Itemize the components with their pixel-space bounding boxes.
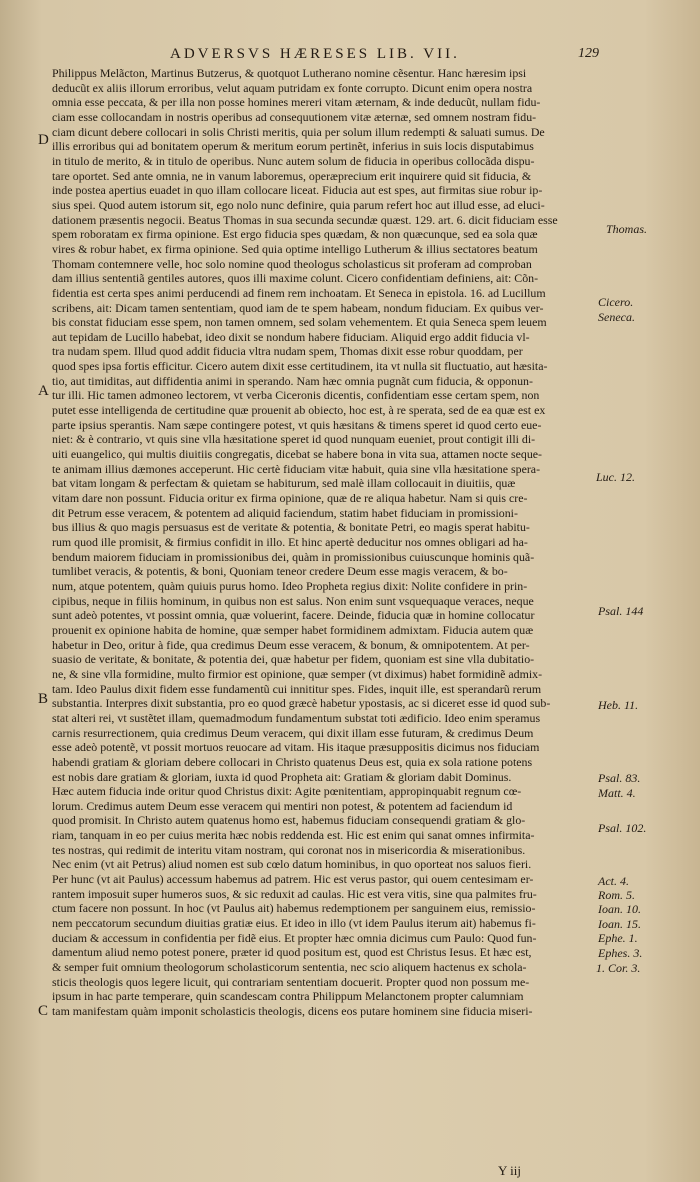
margin-ref: 1. Cor. 3.	[596, 961, 641, 975]
text-line: deducũt ex aliis illorum erroribus, velut aquam putridam ex fonte corrupto. Dicunt enim opera nostra	[52, 80, 533, 95]
text-line: bis constat fiduciam esse spem, non tamen omnem, sed solam vehementem. Et quia Seneca spem leuem	[52, 315, 547, 330]
text-line: habendi gratiam & gloriam debere collocari in Christo quatenus Deus est, quia ex sola ratione potens	[52, 754, 533, 769]
text-line: scribens, ait: Dicam tamen sententiam, quod iam de te spem habeam, nondum fiduciam. Ex quibus ver-	[52, 300, 544, 315]
margin-letter-a: A	[38, 383, 49, 399]
margin-ref: Rom. 5.	[598, 888, 635, 902]
margin-ref: Matt. 4.	[598, 786, 636, 800]
text-line: parte ipsius sperantis. Nam sæpe contingere potest, vt quis hæsitans & timens speret id quod certo eue-	[52, 417, 542, 432]
text-line: prouenit ex opinione habita de homine, quæ semper habet formidinem admixtam. Fiducia autem quæ	[52, 622, 534, 637]
margin-ref: Seneca.	[598, 310, 635, 324]
text-line: fidentia est certa spes animi perducendi ad finem rem inchoatam. Et Seneca in epistola. 16. ad Lucillum	[52, 285, 546, 300]
text-line: bus illius & quo magis persuasus est de veritate & potentia, & bonitate Petri, eo magis sperat habitu-	[52, 520, 530, 535]
margin-ref: Psal. 144	[598, 604, 644, 618]
text-line: tam manifestam quàm imponit scholasticis theologis, dicens eos putare hominem sine fiducia miseri-	[52, 1004, 533, 1018]
text-line: vitam dare non possunt. Fiducia oritur ex firma opinione, quæ de re aliqua habetur. Nam si quis cre-	[52, 491, 528, 506]
margin-ref: Ioan. 15.	[598, 917, 641, 931]
text-line: suasio de veritate, & bonitate, & potentia dei, quæ habetur per fidem, quoniam est sine vlla dubitatio-	[52, 652, 535, 667]
margin-ref: Luc. 12.	[596, 470, 635, 484]
text-line: esse adeò potentẽ, vt possit mortuos reuocare ad vitam. His itaque præsuppositis dicimus nos fiduciam	[52, 740, 540, 755]
margin-ref: Ephe. 1.	[598, 931, 638, 945]
margin-letter-c: C	[38, 1003, 49, 1019]
text-line: tes nostras, qui redimit de interitu vitam nostram, qui coronat nos in misericordia & miserationibus.	[52, 842, 526, 857]
text-line: Nec enim (vt ait Petrus) aliud nomen est sub cœlo datum hominibus, in quo oporteat nos saluos fieri.	[52, 857, 532, 872]
text-line: vires & robur habet, ex firma opinione. Sed quia optime intelligo Lutherum & illius sectatores beatum	[52, 241, 538, 256]
signature-mark: Y iij	[498, 1163, 521, 1178]
text-line: sticis theologis quos legere licuit, qui contrariam sententiam docuerit. Propter quod non possum me-	[52, 974, 530, 989]
text-line: Per hunc (vt ait Paulus) accessum habemus ad patrem. Hic est verus pastor, qui ouem centesimam er-	[52, 872, 534, 887]
text-line: in titulo de merito, & in titulo de operibus. Nunc autem solum de fiducia in operibus collocãda dispu-	[52, 153, 535, 168]
margin-ref: Cicero.	[598, 295, 634, 309]
page-number: 129	[578, 46, 599, 61]
text-line: dationem præsentis negocii. Beatus Thomas in sua secunda secundæ quæst. 129. art. 6. dicit fiduciam esse	[52, 212, 558, 227]
text-line: nem peccatorum secundum diuitias gratiæ eius. Et ideo in illo (vt idem Paulus iterum ait) habemus fi-	[52, 916, 536, 931]
text-line: duciam & accessum in confidentia per fidẽ eius. Et propter hæc omnia dicimus cum Paulo: Quod fun-	[52, 930, 537, 945]
text-line: omnia esse peccata, & per illa non posse homines mereri vitam æternam, & inde deducũt, nullam fidu-	[52, 95, 541, 110]
text-line: quod spes ipsa fortis efficitur. Cicero autem dixit esse certitudinem, ita vt nulla sit fluctuatio, aut hæsita-	[52, 359, 548, 374]
running-title: ADVERSVS HÆRESES LIB. VII.	[170, 46, 460, 62]
text-line: cipibus, neque in filiis hominum, in quibus non est salus. Non enim sunt vsquequaque veraces, neque	[52, 593, 534, 608]
text-line: quod promisit. In Christo autem quatenus homo est, habemus fiduciam consequendi gratiam & glo-	[52, 813, 526, 828]
text-line: Hæc autem fiducia inde oritur quod Christus dixit: Agite pœnitentiam, appropinquabit regnum cœ-	[52, 784, 522, 799]
text-line: tare oportet. Sed ante omnia, ne in vanum laboremus, operæprecium erit inquirere quid sit fiducia, &	[52, 168, 532, 183]
text-line: ne, & sine vlla formidine, multo firmior est opinione, quæ semper (vt diximus) habet formidinẽ admix-	[52, 666, 543, 681]
text-line: damentum aliud nemo potest ponere, præter id quod positum est, quod est Christus Iesus. Et hæc est,	[52, 945, 532, 960]
text-line: ciam esse collocandam in nostris operibus ad consequutionem vitæ æternæ, sed omnem nostram fidu-	[52, 109, 537, 124]
text-line: bendum maiorem fiduciam in promissionibus dei, quàm in promissionibus cuiuscunque hominis quã-	[52, 549, 535, 564]
text-line: Philippus Melãcton, Martinus Butzerus, & quotquot Lutherano nomine cẽsentur. Hanc hæresim ipsi	[52, 66, 527, 80]
margin-ref: Psal. 102.	[598, 821, 647, 835]
text-line: riam, tanquam in eo per cuius merita hæc nobis reddenda est. Hic est enim qui sanat omnes infirmita-	[52, 828, 535, 843]
text-line: & semper fuit omnium theologorum scholasticorum sententia, nec scio aliquem hactenus ex schola-	[52, 960, 527, 975]
text-line: tam. Ideo Paulus dixit fidem esse fundamentũ cui innititur spes. Fides, inquit ille, est sperandarũ rerum	[52, 681, 542, 696]
text-line: tio, aut timiditas, aut diffidentia animi in sperando. Nam hæc omnia pugnãt cum fiducia, & opponun-	[52, 373, 533, 388]
text-line: lorum. Credimus autem Deum esse veracem qui mentiri non potest, & potentem ad faciendum id	[52, 798, 513, 813]
text-line: num, atque potentem, quàm quiuis purus homo. Ideo Propheta regius dixit: Nolite confidere in prin-	[52, 578, 528, 593]
text-line: carnis resurrectionem, quia credimus Deum veracem, qui dixit illam esse futuram, & credimus Deum	[52, 725, 534, 740]
margin-ref: Ioan. 10.	[598, 902, 641, 916]
text-line: tur illi. Hic tamen admoneo lectorem, vt verba Ciceronis dicentis, confidentiam esse certam spem, non	[52, 388, 540, 403]
margin-ref: Psal. 83.	[598, 771, 641, 785]
text-line: ctum facere non possunt. In hoc (vt Paulus ait) habemus redemptionem per sanguinem eius, remissio-	[52, 901, 536, 916]
text-line: aut tepidam de Lucillo habebat, ideo dixit se nondum habere fiduciam. Aliquid ergo addit fiducia vl-	[52, 329, 530, 344]
text-line: dit Petrum esse veracem, & potentem ad aliquid faciendum, statim habet fiduciam in promissioni-	[52, 505, 518, 520]
text-line: tra nudam spem. Illud quod addit fiducia vltra nudam spem, Thomas dixit esse robur quoddam, per	[52, 344, 523, 359]
text-line: ciam dicunt debere collocari in solis Christi meritis, quia per solum illum redempti & saluati sumus. De	[52, 124, 545, 139]
text-line: ipsum in hac parte temperare, quin scandescam contra Philippum Melanctonem propter calumniam	[52, 989, 524, 1004]
text-line: habetur in Deo, oritur à fide, qua credimus Deum esse veracem, & bonum, & omnipotentem. At per-	[52, 637, 530, 652]
margin-letter-b: B	[38, 691, 49, 707]
text-line: tumlibet veracis, & potentis, & boni, Quoniam teneor credere Deum esse magis veracem, & bo-	[52, 564, 508, 579]
text-line: stat alteri rei, vt sustẽtet illam, quemadmodum fundamentum substat toti ædificio. Ideo enim speramus	[52, 710, 541, 725]
text-line: putet esse intelligenda de certitudine quæ prouenit ab obiecto, hoc est, à re sperata, sed de ea quæ est ex	[52, 403, 546, 418]
text-line: niet: & è contrario, vt quis sine vlla hæsitatione speret id quod nunquam eueniet, prout contigit illi di-	[52, 432, 536, 447]
text-line: te animam illius dæmones acceperunt. Hic certè fiduciam vitæ habuit, quia sine vlla hæsitatione spera-	[52, 461, 541, 476]
margin-ref: Heb. 11.	[598, 698, 639, 712]
text-line: sunt adeò potentes, vt possint omnia, quæ voluerint, facere. Deinde, fiducia quæ in homine collocatur	[52, 608, 535, 623]
text-line: rantem imposuit super humeros suos, & sic reduxit ad caulas. Hic est vera vitis, sine qua palmites fru-	[52, 886, 537, 901]
margin-ref: Thomas.	[606, 222, 648, 236]
text-line: est nobis dare gratiam & gloriam, iuxta id quod Propheta ait: Gratiam & gloriam dabit Dominus.	[52, 769, 512, 784]
text-line: spem roboratam ex firma opinione. Est ergo fiducia spes quædam, & non quæcunque, sed ea sola quæ	[52, 227, 538, 242]
main-text-block	[52, 66, 594, 1019]
text-line: inde postea apertius euadet in quo illam collocare liceat. Fiducia aut est spes, aut firmitas siue robur ip-	[52, 183, 543, 198]
margin-letter-d: D	[38, 132, 49, 148]
text-line: Thomam contemnere velle, hoc solo nomine quod theologus scholasticus sit proferam ad comproban	[52, 256, 532, 271]
margin-ref: Act. 4.	[598, 874, 629, 888]
text-line: dam illius sententiã gentiles autores, quos illi maxime colunt. Cicero confidentiam definiens, ait: Cõn-	[52, 271, 539, 286]
margin-ref: Ephes. 3.	[598, 946, 643, 960]
text-line: bat vitam longam & perfectam & quietam se habiturum, sed malè illam collocauit in diuitiis, quæ	[52, 476, 516, 491]
text-line: illis erroribus qui ad bonitatem operum & meritum eorum pertinẽt, inferius in suis locis disputabimus	[52, 139, 534, 154]
text-line: uiti euangelico, qui multis diuitiis congregatis, dicebat se habere bona in vita sua, attamen nocte seque-	[52, 447, 543, 462]
text-line: sius spei. Quod autem istorum sit, ego nolo nunc definire, quia parum refert hoc aut illud esse, ad eluci-	[52, 197, 545, 212]
text-line: substantia. Interpres dixit substantia, pro eo quod græcè habetur ypostasis, ac si diceret esse id quod sub-	[52, 696, 551, 711]
text-line: rum quod ille promisit, & firmius confidit in illo. Et hinc apertè deducitur nos omnes obligari ad ha-	[52, 535, 528, 549]
